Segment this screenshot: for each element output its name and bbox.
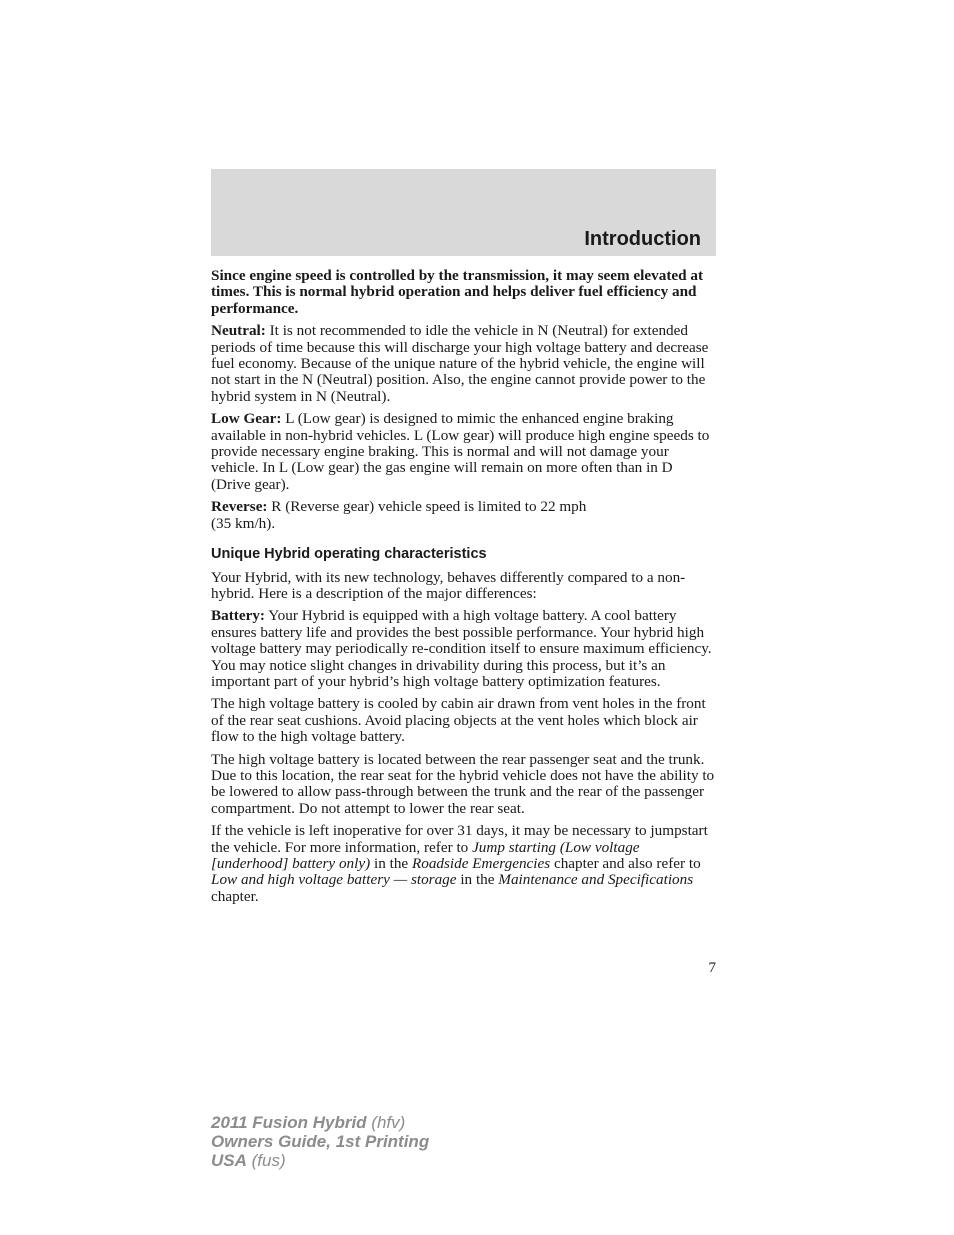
reverse-text-cont: (35 km/h). bbox=[211, 514, 276, 532]
reverse-text: R (Reverse gear) vehicle speed is limited to 22 mph bbox=[267, 498, 587, 516]
footer-guide: Owners Guide, 1st Printing bbox=[211, 1132, 430, 1151]
battery-label: Battery: bbox=[211, 607, 265, 625]
location-paragraph: The high voltage battery is located between the rear passenger seat and the trunk. Due to this location, the rear seat for the hybrid vehicle does not have the ability to be lowered to allow pass-through between the trunk and the rear of the passenger compartment. Do not attempt to lower the rear seat. bbox=[211, 750, 715, 817]
cooling-paragraph: The high voltage battery is cooled by cabin air drawn from vent holes in the front of the rear seat cushions. Avoid placing objects at the vent holes which block air flow to the high voltage battery. bbox=[211, 695, 706, 746]
inoperative-text-3: chapter and also refer to bbox=[550, 855, 701, 872]
low-gear-label: Low Gear: bbox=[211, 410, 282, 428]
ref-jump-starting: Jump starting (Low voltage [underhood] battery only) bbox=[211, 838, 640, 872]
footer-line-1 bbox=[211, 1113, 429, 1132]
reverse-paragraph bbox=[211, 499, 716, 532]
neutral-label: Neutral: bbox=[211, 322, 266, 340]
footer-region: USA bbox=[211, 1151, 247, 1170]
ref-battery-storage: Low and high voltage battery — storage bbox=[211, 871, 457, 889]
document-footer bbox=[211, 1113, 429, 1170]
inoperative-paragraph bbox=[211, 823, 716, 905]
footer-model-code: (hfv) bbox=[366, 1113, 406, 1132]
hybrid-intro-paragraph: Your Hybrid, with its new technology, behaves differently compared to a non-hybrid. Here is a description of the major differences: bbox=[211, 568, 686, 602]
page-body bbox=[211, 268, 716, 911]
inoperative-text-4: in the bbox=[456, 871, 499, 889]
neutral-text: It is not recommended to idle the vehicle in N (Neutral) for extended periods of time because this will discharge your high voltage battery and decrease fuel economy. Because of the unique nature of the hybrid vehicle, the engine will not start in the N (Neutral) position. Also, the engine cannot provide power to the hybrid system in N (Neutral). bbox=[211, 322, 709, 405]
footer-line-3 bbox=[211, 1151, 429, 1170]
ref-roadside-emergencies: Roadside Emergencies bbox=[411, 855, 551, 872]
inoperative-text-2: in the bbox=[370, 855, 412, 872]
inoperative-text-5: chapter. bbox=[211, 887, 259, 905]
ref-maintenance-specs: Maintenance and Specifications bbox=[498, 871, 694, 889]
footer-model: 2011 Fusion Hybrid bbox=[211, 1113, 367, 1132]
inoperative-text-1: If the vehicle is left inoperative for over 31 days, it may be necessary to jumpstart the vehicle. For more information, refer to bbox=[211, 822, 708, 856]
section-title: Introduction bbox=[584, 228, 701, 250]
section-heading: Unique Hybrid operating characteristics bbox=[211, 546, 487, 563]
intro-paragraph: Since engine speed is controlled by the transmission, it may seem elevated at times. This is normal hybrid operation and helps deliver fuel efficiency and performance. bbox=[211, 267, 704, 317]
low-gear-paragraph bbox=[211, 411, 716, 493]
neutral-paragraph bbox=[211, 323, 716, 405]
footer-region-code: (fus) bbox=[246, 1151, 286, 1170]
battery-text: Your Hybrid is equipped with a high voltage battery. A cool battery ensures battery life and provides the best possible performance. Your hybrid high voltage battery may periodically re-condition itself to ensure maximum efficiency. You may notice slight changes in drivability during this process, but it’s an important part of your hybrid’s high voltage battery optimization features. bbox=[211, 607, 712, 690]
section-header-band bbox=[211, 169, 716, 256]
battery-paragraph bbox=[211, 608, 716, 690]
page-number: 7 bbox=[708, 960, 716, 976]
low-gear-text: L (Low gear) is designed to mimic the enhanced engine braking available in non-hybrid vehicles. L (Low gear) will produce high engine speeds to provide necessary engine braking. This is normal and will not damage your vehicle. In L (Low gear) the gas engine will remain on more often than in D (Drive gear). bbox=[211, 410, 710, 493]
footer-line-2 bbox=[211, 1132, 429, 1151]
reverse-label: Reverse: bbox=[211, 498, 268, 516]
